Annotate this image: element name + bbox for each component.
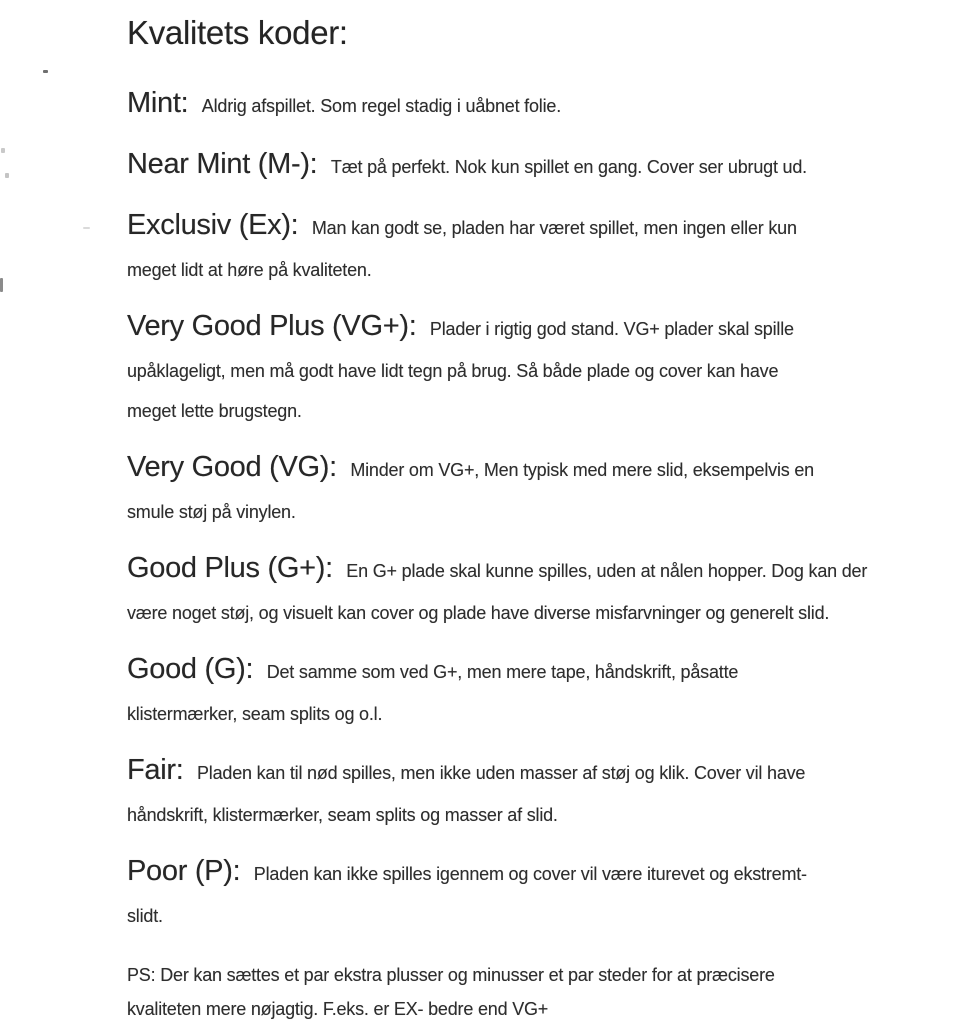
grade-heading-very-good-plus: Very Good Plus (VG+): [127, 310, 417, 342]
grade-description-line: meget lidt at høre på kvaliteten. [127, 260, 372, 280]
footnote-line: kvaliteten mere nøjagtig. F.eks. er EX- bedre end VG+ [127, 999, 549, 1019]
scan-artifact [5, 173, 9, 178]
grade-section-exclusiv [127, 204, 922, 291]
grade-description-line: Pladen kan til nød spilles, men ikke uden masser af støj og klik. Cover vil have [196, 763, 806, 783]
grade-description-line: håndskrift, klistermærker, seam splits og masser af slid. [127, 805, 558, 825]
grade-heading-very-good: Very Good (VG): [127, 451, 337, 483]
grade-description-line: smule støj på vinylen. [127, 502, 296, 522]
grade-section-very-good [127, 446, 922, 533]
grade-description-line: klistermærker, seam splits og o.l. [127, 704, 383, 724]
grade-description-line: være noget støj, og visuelt kan cover og plade have diverse misfarvninger og generelt slid. [127, 603, 830, 623]
grade-heading-good-plus: Good Plus (G+): [127, 552, 333, 584]
grade-section-fair [127, 749, 922, 836]
grade-section-near-mint [127, 143, 922, 190]
scan-artifact [83, 227, 90, 229]
grade-description-line: upåklageligt, men må godt have lidt tegn på brug. Så både plade og cover kan have [127, 361, 779, 381]
scan-artifact [1, 148, 5, 153]
grade-description-line: Plader i rigtig god stand. VG+ plader skal spille [429, 319, 794, 339]
grade-description-line: meget lette brugstegn. [127, 401, 302, 421]
grade-section-good [127, 648, 922, 735]
scan-artifact [43, 70, 48, 73]
grade-description-line: En G+ plade skal kunne spilles, uden at nålen hopper. Dog kan der [346, 561, 868, 581]
grade-section-good-plus [127, 547, 922, 634]
grade-heading-near-mint: Near Mint (M-): [127, 148, 318, 180]
grade-section-very-good-plus [127, 305, 922, 432]
grade-description-line: Tæt på perfekt. Nok kun spillet en gang. Cover ser ubrugt ud. [330, 157, 807, 177]
grade-description-line: Minder om VG+, Men typisk med mere slid, eksempelvis en [350, 460, 814, 480]
grade-description-line: slidt. [127, 906, 163, 926]
grade-description-line: Det samme som ved G+, men mere tape, håndskrift, påsatte [266, 662, 739, 682]
grade-description-line: Pladen kan ikke spilles igennem og cover vil være iturevet og ekstremt- [253, 864, 807, 884]
footnote-line: PS: Der kan sættes et par ekstra plusser og minusser et par steder for at præcisere [127, 965, 775, 985]
grade-heading-fair: Fair: [127, 754, 184, 786]
grade-heading-good: Good (G): [127, 653, 254, 685]
page-title: Kvalitets koder: [127, 14, 348, 51]
grade-description-line: Man kan godt se, pladen har været spillet, men ingen eller kun [311, 218, 797, 238]
grade-heading-mint: Mint: [127, 87, 189, 119]
grade-section-poor [127, 850, 922, 937]
footnote-ps [127, 959, 922, 1027]
scan-artifact [0, 278, 3, 292]
grade-description-line: Aldrig afspillet. Som regel stadig i uåbnet folie. [201, 96, 561, 116]
grade-section-mint [127, 82, 922, 129]
grade-heading-exclusiv: Exclusiv (Ex): [127, 209, 299, 241]
grade-heading-poor: Poor (P): [127, 855, 241, 887]
